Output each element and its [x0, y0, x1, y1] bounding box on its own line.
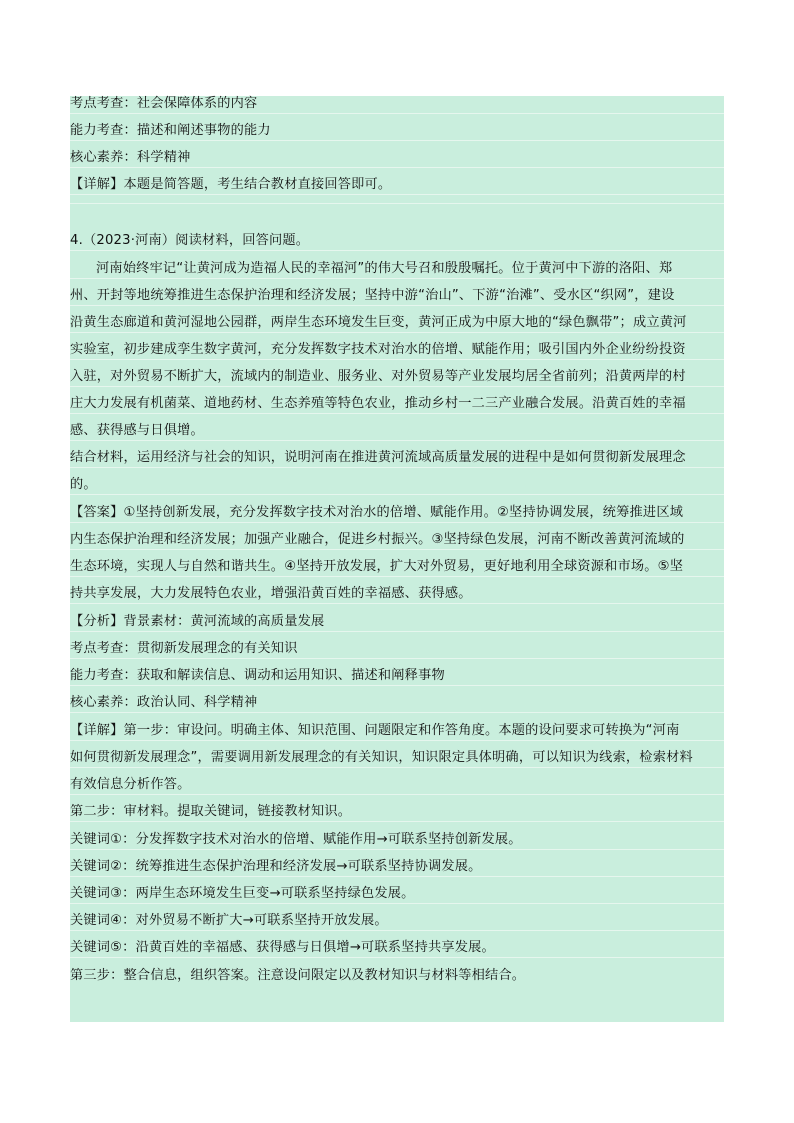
material-line-3: 沿黄生态廊道和黄河湿地公园群，两岸生态环境发生巨变，黄河正成为中原大地的“绿色飘带”；成立黄河 [70, 314, 724, 333]
answer-line-3: 生态环境，实现人与自然和谐共生。④坚持开放发展，扩大对外贸易，更好地利用全球资源和市场。⑤坚 [70, 558, 724, 577]
step-three-line: 第三步：整合信息，组织答案。注意设问限定以及教材知识与材料等相结合。 [70, 968, 526, 983]
material-line-6: 庄大力发展有机菌菜、道地药材、生态养殖等特色农业，推动乡村一二三产业融合发展。沿黄百姓的幸福 [70, 395, 724, 414]
material-line-5: 入驻，对外贸易不断扩大，流域内的制造业、服务业、对外贸易等产业发展均居全省前列；沿黄两岸的村 [70, 368, 724, 387]
text-line-1: 考点考查：社会保障体系的内容 [70, 95, 724, 114]
keyword-line-5: 关键词⑤：沿黄百姓的幸福感、获得感与日俱增→可联系坚持共享发展。 [70, 939, 724, 958]
question-line-1: 结合材料，运用经济与社会的知识，说明河南在推进黄河流域高质量发展的进程中是如何贯彻新发展理念 [70, 449, 724, 468]
ability-line: 能力考查：获取和解读信息、调动和运用知识、描述和阐释事物 [70, 667, 724, 686]
exam-point-line: 考点考查：贯彻新发展理念的有关知识 [70, 640, 724, 659]
answer-line-4: 持共享发展，大力发展特色农业，增强沿黄百姓的幸福感、获得感。 [70, 585, 724, 604]
detail-line-2: 如何贯彻新发展理念”，需要调用新发展理念的有关知识，知识限定具体明确，可以知识为线索，检索材料 [70, 749, 724, 768]
material-line-2: 州、开封等地统筹推进生态保护治理和经济发展；坚持中游“治山”、下游“治滩”、受水区“织网”，建设 [70, 287, 724, 306]
analysis-line: 【分析】背景素材：黄河流域的高质量发展 [70, 613, 724, 632]
material-line-7: 感、获得感与日俱增。 [70, 422, 724, 441]
detail-line-3: 有效信息分析作答。 [70, 776, 724, 795]
material-line-1: 河南始终牢记“让黄河成为造福人民的幸福河”的伟大号召和殷殷嘱托。位于黄河中下游的洛阳、郑 [70, 260, 724, 279]
text-line-4: 【详解】本题是简答题，考生结合教材直接回答即可。 [70, 176, 724, 195]
literacy-line: 核心素养：政治认同、科学精神 [70, 694, 724, 713]
answer-line-1: 【答案】①坚持创新发展，充分发挥数字技术对治水的倍增、赋能作用。②坚持协调发展，统筹推进区域 [70, 504, 724, 523]
material-line-4: 实验室，初步建成孪生数字黄河，充分发挥数字技术对治水的倍增、赋能作用；吸引国内外企业纷纷投资 [70, 341, 724, 360]
keyword-line-4: 关键词④：对外贸易不断扩大→可联系坚持开放发展。 [70, 912, 724, 931]
question-line-2: 的。 [70, 476, 724, 495]
detail-line-1: 【详解】第一步：审设问。明确主体、知识范围、问题限定和作答角度。本题的设问要求可转换为“河南 [70, 722, 724, 741]
text-line-2: 能力考查：描述和阐述事物的能力 [70, 122, 724, 141]
keyword-line-1: 关键词①：分发挥数字技术对治水的倍增、赋能作用→可联系坚持创新发展。 [70, 831, 724, 850]
text-line-3: 核心素养：科学精神 [70, 149, 724, 168]
step-two-line: 第二步：审材料。提取关键词，链接教材知识。 [70, 803, 724, 822]
blank-line [70, 203, 724, 204]
question-heading: 4.（2023·河南）阅读材料，回答问题。 [70, 232, 724, 251]
keyword-line-3: 关键词③：两岸生态环境发生巨变→可联系坚持绿色发展。 [70, 885, 724, 904]
answer-line-2: 内生态保护治理和经济发展；加强产业融合，促进乡村振兴。③坚持绿色发展，河南不断改善黄河流域的 [70, 531, 724, 550]
keyword-line-2: 关键词②：统筹推进生态保护治理和经济发展→可联系坚持协调发展。 [70, 858, 724, 877]
